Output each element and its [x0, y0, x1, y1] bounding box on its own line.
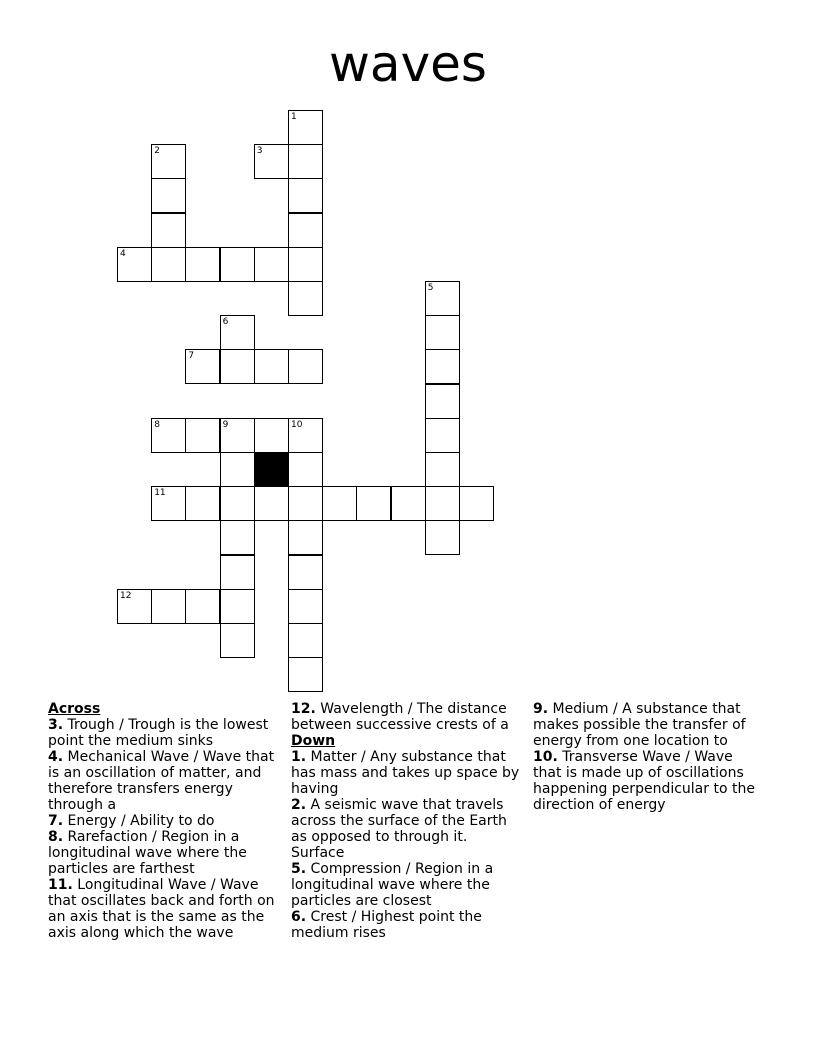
grid-cell[interactable] — [288, 555, 323, 590]
grid-cell[interactable] — [151, 144, 186, 179]
grid-cell[interactable] — [288, 418, 323, 453]
clue-heading: Down — [291, 733, 336, 749]
grid-cell[interactable] — [288, 657, 323, 692]
clue-number: 11 — [154, 488, 166, 499]
clue-item — [48, 877, 280, 941]
clue-number: 4 — [120, 248, 126, 259]
clue-item-text: Matter / Any substance that has mass and takes up space by having — [291, 749, 520, 797]
grid-cell[interactable] — [185, 486, 220, 521]
clue-number: 2 — [154, 146, 160, 157]
clue-item — [291, 701, 523, 733]
grid-cell[interactable] — [117, 589, 152, 624]
grid-cell[interactable] — [288, 486, 323, 521]
grid-cell[interactable] — [151, 589, 186, 624]
clue-item-text: Medium / A substance that makes possible the transfer of energy from one location to — [533, 701, 746, 749]
clue-item-text: Energy / Ability to do — [67, 813, 215, 829]
clue-item-number: 9. — [533, 701, 549, 717]
grid-cell[interactable] — [254, 349, 289, 384]
grid-cell[interactable] — [425, 418, 460, 453]
grid-cell[interactable] — [220, 452, 255, 487]
grid-cell[interactable] — [151, 247, 186, 282]
grid-cell[interactable] — [288, 247, 323, 282]
clue-item-text: Mechanical Wave / Wave that is an oscillation of matter, and therefore transfers energy through a — [48, 749, 275, 813]
clue-item-number: 10. — [533, 749, 558, 765]
clue-item — [291, 909, 523, 941]
grid-cell[interactable] — [220, 315, 255, 350]
clue-number: 9 — [222, 419, 229, 430]
clue-item-number: 4. — [48, 749, 64, 765]
clue-item-text: Crest / Highest point the medium rises — [291, 909, 482, 941]
grid-cell[interactable] — [220, 589, 255, 624]
clue-column-2 — [291, 701, 523, 941]
clue-item — [291, 861, 523, 909]
grid-cell[interactable] — [220, 247, 255, 282]
clue-number: 7 — [188, 351, 195, 362]
clue-number: 6 — [222, 317, 229, 328]
grid-cell[interactable] — [459, 486, 494, 521]
grid-cell[interactable] — [254, 418, 289, 453]
clue-item — [291, 797, 523, 861]
grid-cell[interactable] — [425, 384, 460, 419]
clue-item-text: Compression / Region in a longitudinal wave where the particles are closest — [291, 861, 494, 909]
clue-number: 12 — [120, 590, 132, 601]
clue-column-1 — [48, 701, 280, 941]
clue-item — [533, 749, 765, 813]
grid-cell[interactable] — [391, 486, 426, 521]
grid-cell[interactable] — [288, 589, 323, 624]
grid-cell[interactable] — [220, 623, 255, 658]
grid-cell[interactable] — [288, 623, 323, 658]
clue-number: 3 — [256, 146, 263, 157]
grid-cell[interactable] — [185, 349, 220, 384]
clue-heading: Across — [48, 701, 101, 717]
grid-cell[interactable] — [288, 281, 323, 316]
grid-cell[interactable] — [425, 520, 460, 555]
grid-cell[interactable] — [220, 349, 255, 384]
grid-cell[interactable] — [220, 418, 255, 453]
clue-number: 1 — [291, 112, 297, 122]
grid-cell[interactable] — [151, 486, 186, 521]
clue-number: 5 — [427, 283, 434, 293]
grid-block — [254, 452, 289, 487]
clue-item-number: 1. — [291, 749, 307, 765]
clue-item-text: Rarefaction / Region in a longitudinal wave where the particles are farthest — [48, 829, 247, 877]
clue-number: 10 — [291, 419, 303, 430]
clue-item-number: 2. — [291, 797, 307, 813]
grid-cell[interactable] — [288, 452, 323, 487]
grid-cell[interactable] — [151, 418, 186, 453]
grid-cell[interactable] — [288, 110, 323, 145]
clue-item-text: Wavelength / The distance between successive crests of a — [291, 701, 509, 733]
grid-cell[interactable] — [254, 144, 289, 179]
clue-item — [291, 749, 523, 797]
clue-item — [48, 749, 280, 813]
grid-cell[interactable] — [185, 247, 220, 282]
grid-cell[interactable] — [288, 144, 323, 179]
clue-item — [48, 813, 280, 829]
grid-cell[interactable] — [254, 486, 289, 521]
grid-cell[interactable] — [254, 247, 289, 282]
page-title: waves — [329, 35, 487, 93]
clue-item-number: 11. — [48, 877, 73, 893]
clue-item-number: 8. — [48, 829, 64, 845]
grid-cell[interactable] — [356, 486, 391, 521]
grid-cell[interactable] — [185, 589, 220, 624]
grid-cell[interactable] — [220, 486, 255, 521]
clue-column-3 — [533, 701, 765, 813]
grid-cell[interactable] — [425, 452, 460, 487]
clue-item-number: 5. — [291, 861, 307, 877]
grid-cell[interactable] — [117, 247, 152, 282]
grid-cell[interactable] — [220, 520, 255, 555]
clue-item — [48, 829, 280, 877]
clue-item-text: Transverse Wave / Wave that is made up of oscillations happening perpendicular to the direction of energy — [533, 749, 755, 813]
grid-cell[interactable] — [425, 315, 460, 350]
clue-item — [48, 717, 280, 749]
grid-cell[interactable] — [425, 281, 460, 316]
grid-cell[interactable] — [288, 213, 323, 248]
clue-item-number: 3. — [48, 717, 64, 733]
grid-cell[interactable] — [151, 178, 186, 213]
grid-cell[interactable] — [185, 418, 220, 453]
grid-cell[interactable] — [425, 349, 460, 384]
clue-number: 8 — [154, 419, 160, 430]
grid-cell[interactable] — [220, 555, 255, 590]
grid-cell[interactable] — [151, 213, 186, 248]
grid-cell[interactable] — [425, 486, 460, 521]
clue-item-text: Trough / Trough is the lowest point the medium sinks — [48, 717, 269, 749]
grid-cell[interactable] — [288, 178, 323, 213]
grid-cell[interactable] — [322, 486, 357, 521]
clue-item-text: A seismic wave that travels across the surface of the Earth as opposed to through it. Surface — [291, 797, 507, 861]
grid-cell[interactable] — [288, 349, 323, 384]
grid-cell[interactable] — [288, 520, 323, 555]
clue-item-text: Longitudinal Wave / Wave that oscillates back and forth on an axis that is the same as the axis along which the wave — [48, 877, 275, 941]
clue-item-number: 6. — [291, 909, 307, 925]
clue-item-number: 12. — [291, 701, 316, 717]
clue-item-number: 7. — [48, 813, 64, 829]
clue-item — [533, 701, 765, 749]
